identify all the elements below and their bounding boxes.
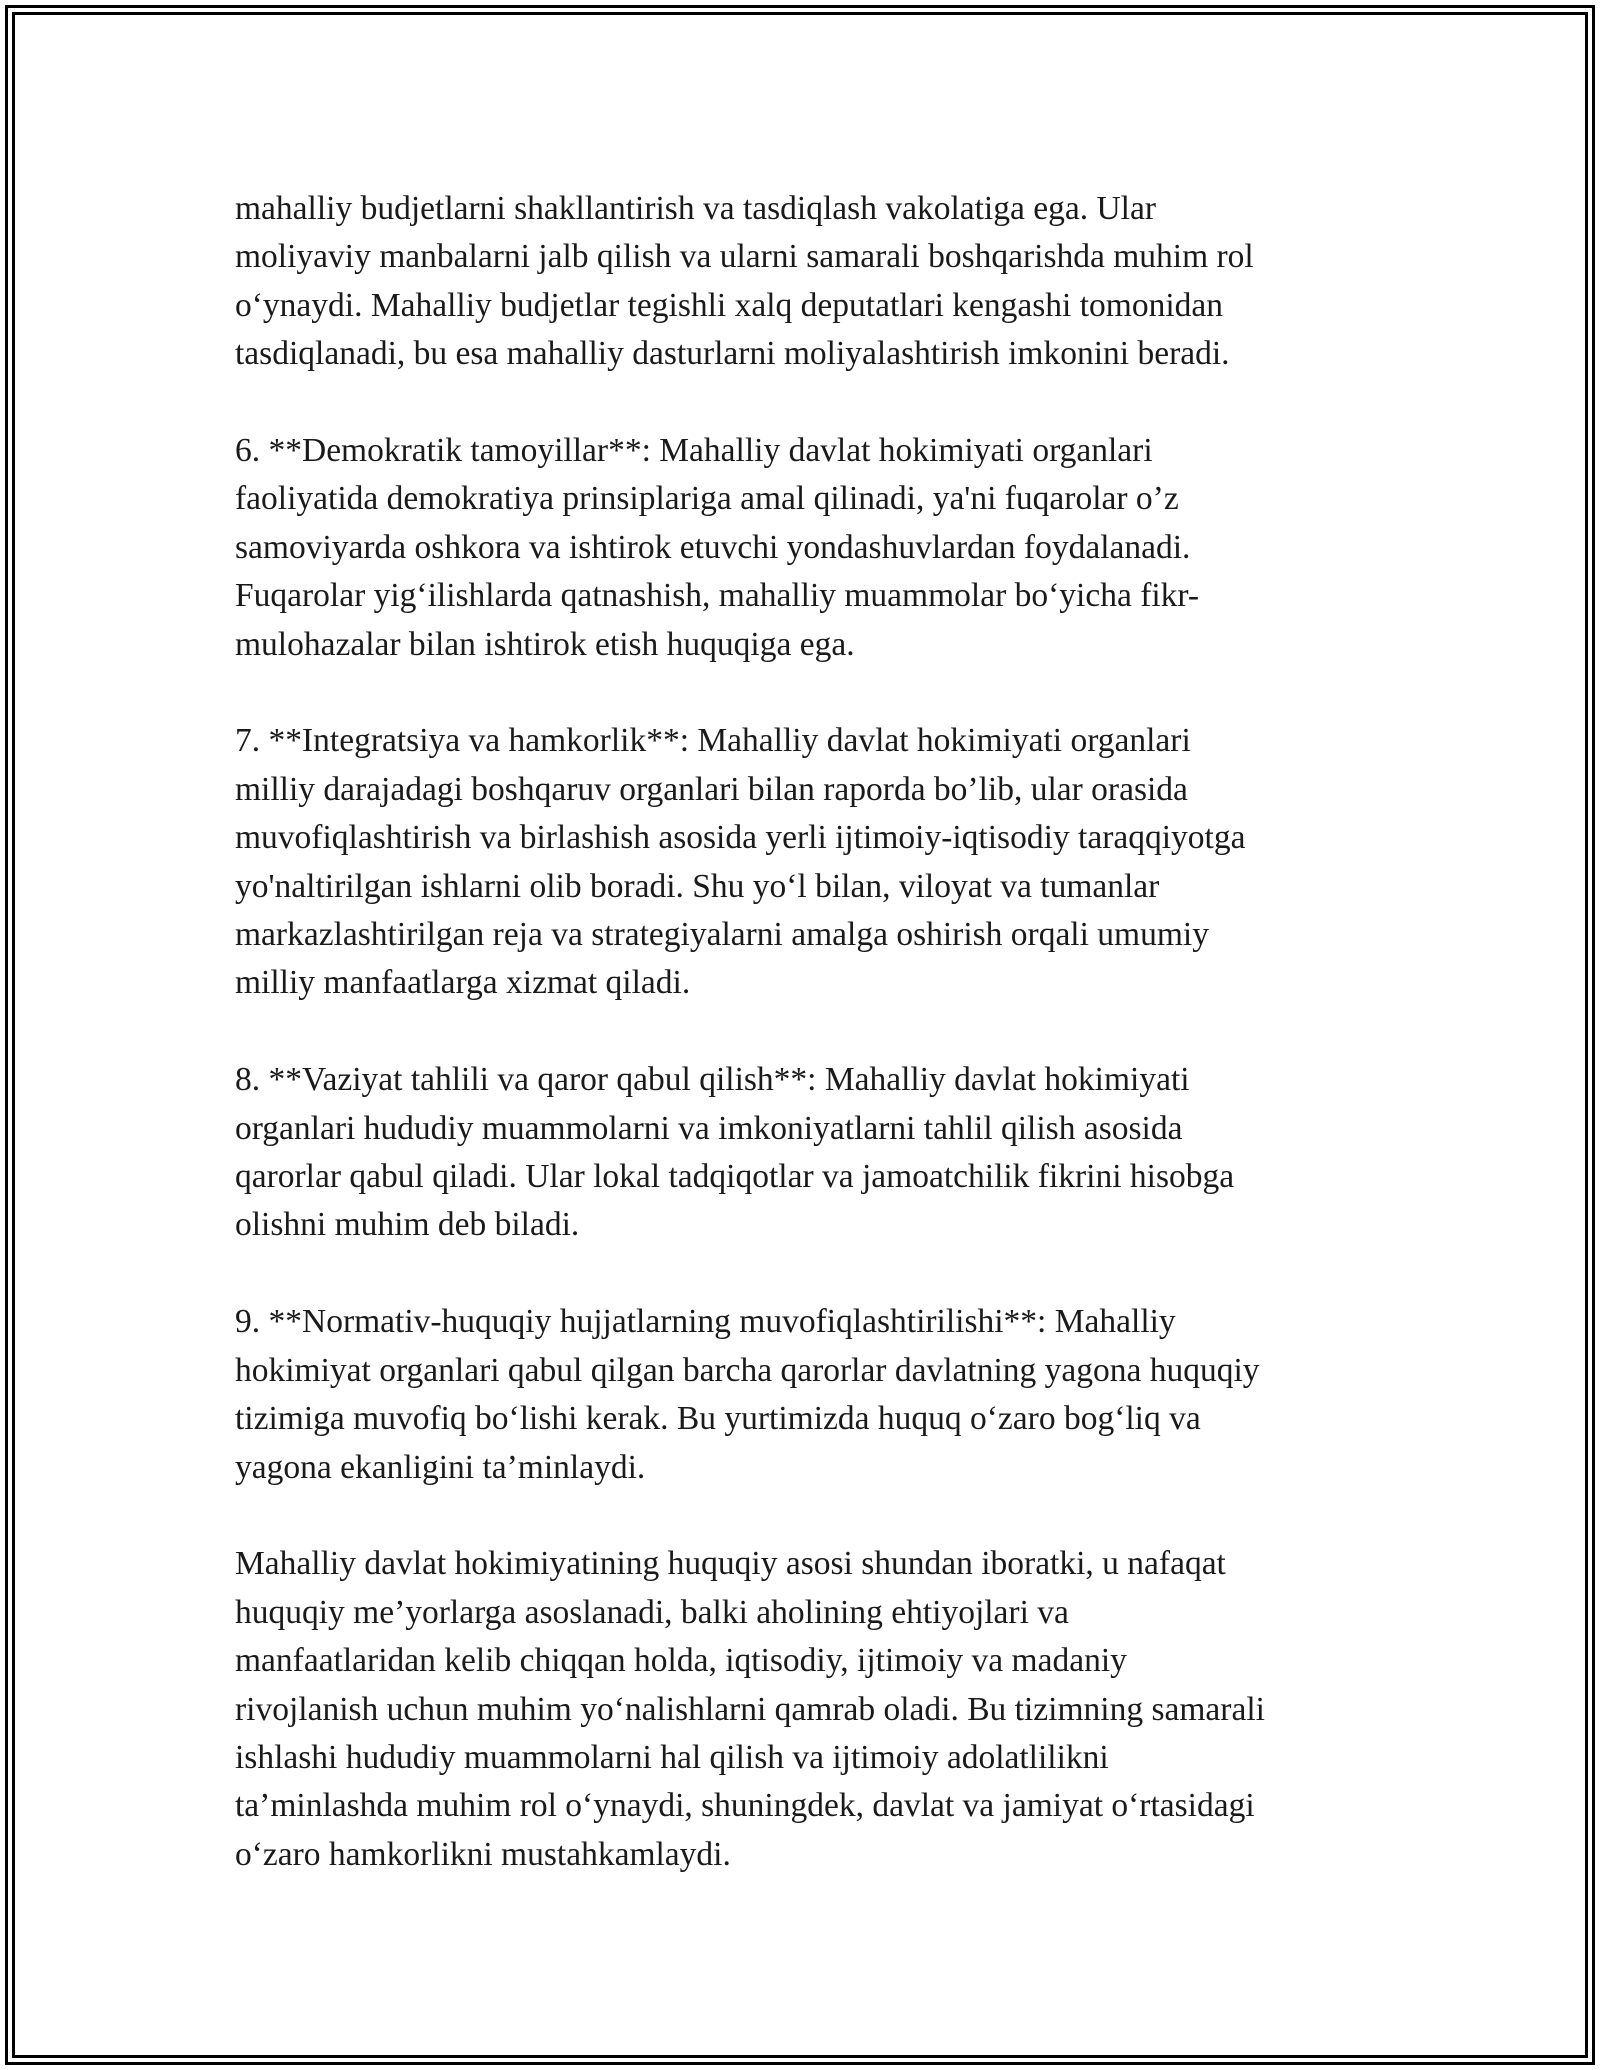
paragraph-normative-legal-documents: 9. **Normativ-huquqiy hujjatlarning muvofiqlashtirilishi**: Mahalliy hokimiyat organlari qabul qilgan barcha qarorlar davlatning yagona huquqiy tizimiga muvofiq bo‘lishi kerak. Bu yurtimizda huquq o‘zaro bog‘liq va yagona ekanligini ta’minlaydi. (235, 1303, 1260, 1486)
paragraph-democratic-principles: 6. **Demokratik tamoyillar**: Mahalliy davlat hokimiyati organlari faoliyatida demokratiya prinsiplariga amal qilinadi, ya'ni fuqarolar o’z samoviyarda oshkora va ishtirok etuvchi yondashuvlardan foydalanadi. Fuqarolar yig‘ilishlarda qatnashish, mahalliy muammolar bo‘yicha fikr- mulohazalar bilan ishtirok etish huquqiga ega. (235, 432, 1200, 663)
paragraph-integration-cooperation: 7. **Integratsiya va hamkorlik**: Mahalliy davlat hokimiyati organlari milliy darajadagi boshqaruv organlari bilan raporda bo’lib, ular orasida muvofiqlashtirish va birlashish asosida yerli ijtimoiy-iqtisodiy taraqqiyotga yo'naltirilgan ishlarni olib boradi. Shu yo‘l bilan, viloyat va tumanlar markazlashtirilgan reja va strategiyalarni amalga oshirish orqali umumiy milliy manfaatlarga xizmat qiladi. (235, 722, 1246, 1002)
paragraph-conclusion: Mahalliy davlat hokimiyatining huquqiy asosi shundan iboratki, u nafaqat huquqiy me’yorlarga asoslanadi, balki aholining ehtiyojlari va manfaatlaridan kelib chiqqan holda, iqtisodiy, ijtimoiy va madaniy rivojlanish uchun muhim yo‘nalishlarni qamrab oladi. Bu tizimning samarali ishlashi hududiy muammolarni hal qilish va ijtimoiy adolatlilikni ta’minlashda muhim rol o‘ynaydi, shuningdek, davlat va jamiyat o‘rtasidagi o‘zaro hamkorlikni mustahkamlaydi. (235, 1545, 1265, 1873)
document-body (235, 185, 1380, 1928)
paragraph-budget-continuation: mahalliy budjetlarni shakllantirish va tasdiqlash vakolatiga ega. Ular moliyaviy manbalarni jalb qilish va ularni samarali boshqarishda muhim rol o‘ynaydi. Mahalliy budjetlar tegishli xalq deputatlari kengashi tomonidan tasdiqlanadi, bu esa mahalliy dasturlarni moliyalashtirish imkonini beradi. (235, 190, 1254, 373)
paragraph-situation-analysis: 8. **Vaziyat tahlili va qaror qabul qilish**: Mahalliy davlat hokimiyati organlari hududiy muammolarni va imkoniyatlarni tahlil qilish asosida qarorlar qabul qiladi. Ular lokal tadqiqotlar va jamoatchilik fikrini hisobga olishni muhim deb biladi. (235, 1061, 1235, 1244)
